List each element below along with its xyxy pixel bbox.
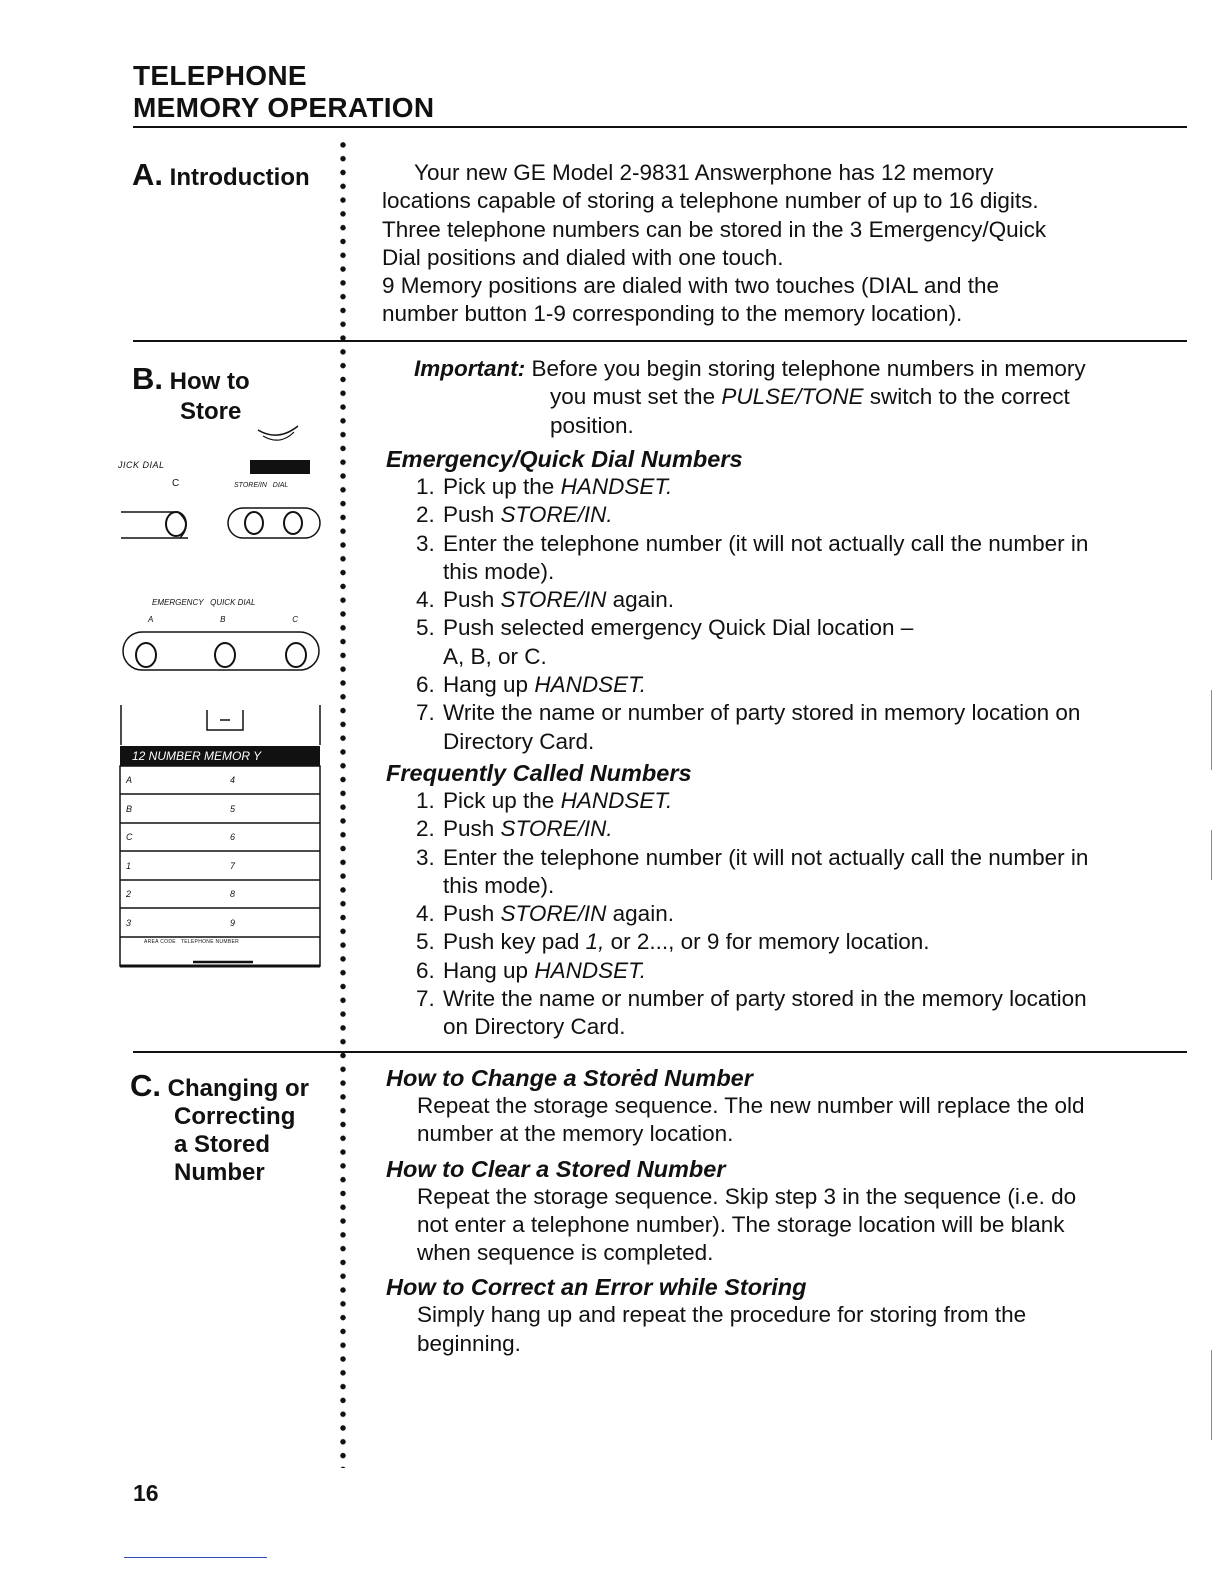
- frequent-step-suffix: or 2..., or 9 for memory location.: [604, 929, 930, 955]
- memory-card-right-label: 6: [230, 832, 236, 843]
- section-a-letter: A.: [132, 157, 163, 192]
- emergency-step-text: Pick up the: [443, 474, 561, 499]
- emergency-step-text: Push: [443, 587, 501, 613]
- emergency-steps: [386, 473, 1196, 756]
- emergency-quick-dial-label: EMERGENCY QUICK DIAL: [152, 598, 256, 607]
- abc-labels: [148, 615, 298, 624]
- emergency-step: [386, 473, 1196, 501]
- pulse-tone-em: PULSE/TONE: [721, 384, 864, 410]
- title-rule: [133, 126, 1187, 128]
- page-title-line1: TELEPHONE: [133, 60, 307, 91]
- frequent-step-text: Pick up the: [443, 788, 561, 813]
- emergency-step-number: 1.: [416, 474, 435, 499]
- emergency-step: [386, 728, 1196, 756]
- abc-label-b: B: [220, 615, 226, 624]
- frequent-step: [386, 985, 1196, 1013]
- section-b-title-1: How to: [169, 368, 250, 395]
- memory-card-right-label: 7: [230, 860, 236, 871]
- emergency-step: [386, 501, 1196, 529]
- correct-line-1: Simply hang up and repeat the procedure for storing from the: [417, 1302, 1027, 1328]
- frequent-step-text: Push: [443, 816, 501, 842]
- emergency-step: [386, 699, 1196, 727]
- intro-line-1: Your new GE Model 2-9831 Answerphone has 12 memory: [414, 160, 994, 185]
- frequent-step: [386, 872, 1196, 900]
- emergency-step-number: 7.: [416, 700, 435, 726]
- section-a-intro: [382, 159, 1202, 329]
- emergency-step-text: A, B, or C.: [443, 643, 547, 669]
- frequent-step-number: 5.: [416, 929, 435, 955]
- memory-card-left-label: C: [126, 832, 133, 843]
- scan-edge-mark: [1211, 830, 1212, 880]
- section-a-label: [132, 157, 310, 193]
- quick-dial-label: JICK DIAL: [118, 460, 165, 470]
- emergency-step-text: Directory Card.: [443, 728, 595, 754]
- emergency-step-emphasis: HANDSET.: [534, 672, 647, 698]
- clear-heading: How to Clear a Stored Number: [386, 1155, 726, 1182]
- section-c-label: [130, 1068, 309, 1187]
- change-line-1: Repeat the storage sequence. The new number will replace the old: [417, 1093, 1085, 1118]
- emergency-step-number: 2.: [416, 502, 435, 528]
- frequent-step-text: Write the name or number of party stored in the memory location: [443, 986, 1087, 1012]
- memory-card-right-label: 8: [230, 889, 236, 900]
- memory-card-row: [120, 795, 320, 824]
- section-c-title-4: Number: [174, 1159, 265, 1186]
- intro-line-2: locations capable of storing a telephone number of up to 16 digits.: [382, 188, 1039, 214]
- emergency-step-emphasis: STORE/IN.: [500, 502, 613, 528]
- emergency-step-text: Push: [443, 502, 501, 528]
- section-c-content: [386, 1064, 1196, 1358]
- frequent-step-number: 7.: [416, 986, 435, 1012]
- frequent-step-text: Enter the telephone number (it will not actually call the number in: [443, 844, 1089, 870]
- frequent-heading: Frequently Called Numbers: [386, 760, 692, 786]
- frequent-step-emphasis: STORE/IN: [500, 901, 607, 927]
- frequent-step-emphasis: 1,: [585, 929, 605, 955]
- emergency-heading: Emergency/Quick Dial Numbers: [386, 446, 743, 472]
- frequent-step: [386, 957, 1196, 985]
- frequent-block: [386, 759, 1196, 1042]
- frequent-steps: [386, 787, 1196, 1042]
- memory-card-row: [120, 880, 320, 909]
- section-c-letter: C.: [130, 1068, 161, 1103]
- phone-diagram: [118, 420, 328, 980]
- emergency-block: [386, 445, 1196, 756]
- frequent-step-emphasis: HANDSET.: [560, 788, 673, 813]
- frequent-step: [386, 844, 1196, 872]
- emergency-step-emphasis: HANDSET.: [560, 474, 673, 499]
- section-c-title-1: Changing or: [167, 1075, 309, 1102]
- frequent-step-number: 6.: [416, 957, 435, 983]
- memory-card-row: [120, 852, 320, 881]
- memory-card-left-label: A: [126, 775, 133, 785]
- emergency-step-text: Hang up: [443, 672, 535, 698]
- important-line-3: position.: [550, 412, 634, 438]
- emergency-step: [386, 530, 1196, 558]
- page-number: 16: [133, 1480, 159, 1506]
- memory-card-left-label: 3: [126, 917, 132, 928]
- memory-card-rows: [120, 766, 320, 938]
- section-c-title-3: a Stored: [174, 1131, 271, 1158]
- change-heading: How to Change a Storėd Number: [386, 1065, 753, 1091]
- scan-edge-mark: [1211, 1350, 1212, 1440]
- store-dial-label: STORE/IN DIAL: [234, 482, 289, 489]
- memory-card-right-label: 4: [230, 775, 236, 785]
- emergency-step-text: Push selected emergency Quick Dial location –: [443, 615, 914, 641]
- section-rule-b-c: [133, 1051, 1187, 1053]
- intro-line-3: Three telephone numbers can be stored in the 3 Emergency/Quick: [382, 216, 1047, 242]
- frequent-step: [386, 787, 1196, 815]
- important-line-2: [414, 383, 1204, 411]
- emergency-step-number: 5.: [416, 615, 435, 641]
- emergency-step-number: 4.: [416, 587, 435, 613]
- intro-line-5: 9 Memory positions are dialed with two touches (DIAL and the: [382, 273, 999, 299]
- memory-card-footer: AREA CODE TELEPHONE NUMBER: [144, 939, 239, 945]
- emergency-step: [386, 671, 1196, 699]
- important-line-1: Before you begin storing telephone numbers in memory: [531, 356, 1086, 381]
- emergency-step: [386, 586, 1196, 614]
- memory-card-row: [120, 909, 320, 938]
- frequent-step-number: 4.: [416, 901, 435, 927]
- memory-card-title: 12 NUMBER MEMOR Y: [132, 749, 262, 763]
- frequent-step-number: 1.: [416, 788, 435, 813]
- correct-heading: How to Correct an Error while Storing: [386, 1274, 807, 1301]
- clear-line-2: not enter a telephone number). The storage location will be blank: [417, 1211, 1065, 1237]
- section-c-title-2: Correcting: [174, 1103, 296, 1130]
- emergency-step-text: Enter the telephone number (it will not actually call the number in: [443, 530, 1089, 556]
- section-rule-a-b: [133, 340, 1187, 342]
- frequent-step: [386, 1013, 1196, 1041]
- frequent-step-suffix: again.: [606, 901, 674, 927]
- change-line-2: number at the memory location.: [417, 1121, 734, 1147]
- clear-line-1: Repeat the storage sequence. Skip step 3 in the sequence (i.e. do: [417, 1183, 1077, 1209]
- frequent-step-text: on Directory Card.: [443, 1014, 626, 1040]
- section-b-label: [132, 361, 250, 427]
- important-note: [414, 355, 1204, 440]
- intro-line-6: number button 1-9 corresponding to the memory location).: [382, 301, 963, 327]
- memory-card-right-label: 9: [230, 917, 236, 928]
- memory-card-row: [120, 766, 320, 795]
- emergency-step-number: 3.: [416, 530, 435, 556]
- memory-card-left-label: 2: [126, 889, 132, 900]
- abc-label-c: C: [292, 615, 298, 624]
- frequent-step-emphasis: STORE/IN.: [500, 816, 613, 842]
- frequent-step: [386, 900, 1196, 928]
- footer-line: [124, 1557, 267, 1558]
- scan-edge-mark: [1211, 690, 1212, 770]
- emergency-step: [386, 558, 1196, 586]
- memory-card-row: [120, 823, 320, 852]
- memory-card-right-label: 5: [230, 803, 236, 814]
- frequent-step-emphasis: HANDSET.: [534, 957, 647, 983]
- frequent-step-number: 2.: [416, 816, 435, 842]
- emergency-step-text: this mode).: [443, 558, 555, 584]
- emergency-step-suffix: again.: [606, 587, 674, 613]
- important-label: Important:: [414, 356, 526, 381]
- section-a-title: Introduction: [169, 164, 310, 191]
- frequent-step: [386, 815, 1196, 843]
- section-b-letter: B.: [132, 361, 163, 396]
- section-b-title-2: Store: [180, 398, 242, 425]
- important-line-2-post: switch to the correct: [863, 384, 1070, 410]
- frequent-step-number: 3.: [416, 844, 435, 870]
- dotted-divider: [339, 138, 347, 1468]
- frequent-step-text: Hang up: [443, 957, 535, 983]
- emergency-step-text: Write the name or number of party stored in memory location on: [443, 700, 1081, 726]
- emergency-step-number: 6.: [416, 672, 435, 698]
- emergency-step: [386, 643, 1196, 671]
- intro-line-4: Dial positions and dialed with one touch.: [382, 244, 784, 270]
- memory-card-left-label: B: [126, 803, 133, 814]
- memory-card-left-label: 1: [126, 860, 132, 871]
- quick-dial-c-label: C: [172, 478, 180, 489]
- emergency-step-emphasis: STORE/IN: [500, 587, 607, 613]
- frequent-step-text: Push: [443, 901, 501, 927]
- correct-line-2: beginning.: [417, 1330, 521, 1356]
- emergency-step: [386, 614, 1196, 642]
- important-line-2-pre: you must set the: [550, 384, 722, 410]
- abc-label-a: A: [148, 615, 154, 624]
- clear-line-3: when sequence is completed.: [417, 1240, 714, 1266]
- frequent-step-text: this mode).: [443, 872, 555, 898]
- frequent-step: [386, 928, 1196, 956]
- page-title-line2: MEMORY OPERATION: [133, 92, 435, 123]
- frequent-step-text: Push key pad: [443, 929, 586, 955]
